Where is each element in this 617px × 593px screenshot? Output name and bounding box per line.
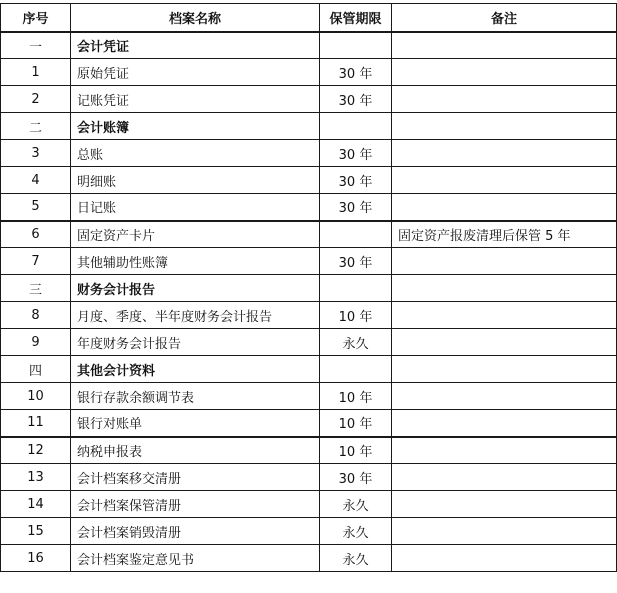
cell-no: 3 [1,140,71,167]
table-row [1,518,617,545]
cell-period: 30 年 [320,248,392,275]
cell-note [392,518,617,545]
cell-period: 10 年 [320,437,392,464]
cell-period: 30 年 [320,194,392,221]
cell-period: 永久 [320,329,392,356]
table-row [1,86,617,113]
cell-note [392,167,617,194]
cell-note [392,140,617,167]
cell-note [392,356,617,383]
cell-note [392,59,617,86]
cell-no: 一 [1,32,71,59]
cell-no: 16 [1,545,71,572]
cell-note [392,383,617,410]
table-section-row [1,356,617,383]
cell-name: 日记账 [71,194,320,221]
cell-period [320,275,392,302]
cell-name: 月度、季度、半年度财务会计报告 [71,302,320,329]
cell-note [392,32,617,59]
table-body [1,32,617,572]
cell-no: 7 [1,248,71,275]
cell-name: 明细账 [71,167,320,194]
cell-name: 会计档案销毁清册 [71,518,320,545]
cell-no: 四 [1,356,71,383]
cell-name: 其他会计资料 [71,356,320,383]
cell-no: 1 [1,59,71,86]
cell-no: 5 [1,194,71,221]
cell-name: 年度财务会计报告 [71,329,320,356]
table-row [1,383,617,410]
cell-name: 会计凭证 [71,32,320,59]
cell-name: 会计档案鉴定意见书 [71,545,320,572]
table-row [1,167,617,194]
cell-name: 其他辅助性账簿 [71,248,320,275]
cell-note [392,329,617,356]
cell-period: 30 年 [320,59,392,86]
table-row [1,302,617,329]
cell-period: 10 年 [320,410,392,437]
cell-name: 记账凭证 [71,86,320,113]
cell-name: 会计档案移交清册 [71,464,320,491]
cell-no: 6 [1,221,71,248]
table-row [1,410,617,437]
table-row [1,194,617,221]
table-row [1,545,617,572]
cell-name: 原始凭证 [71,59,320,86]
cell-name: 会计账簿 [71,113,320,140]
cell-name: 总账 [71,140,320,167]
cell-note [392,194,617,221]
archive-retention-table [0,3,617,572]
table-row [1,491,617,518]
cell-period: 30 年 [320,86,392,113]
cell-name: 会计档案保管清册 [71,491,320,518]
cell-period: 30 年 [320,167,392,194]
cell-no: 4 [1,167,71,194]
cell-note [392,545,617,572]
header-note: 备注 [392,4,617,32]
cell-note [392,437,617,464]
table-row [1,437,617,464]
cell-no: 12 [1,437,71,464]
cell-note [392,113,617,140]
header-period: 保管期限 [320,4,392,32]
table-row [1,59,617,86]
table-section-row [1,275,617,302]
cell-period: 永久 [320,545,392,572]
cell-period: 30 年 [320,464,392,491]
cell-name: 纳税申报表 [71,437,320,464]
cell-no: 15 [1,518,71,545]
cell-period: 永久 [320,518,392,545]
cell-period: 30 年 [320,140,392,167]
cell-period: 10 年 [320,302,392,329]
header-no: 序号 [1,4,71,32]
cell-name: 财务会计报告 [71,275,320,302]
cell-name: 银行对账单 [71,410,320,437]
cell-note [392,275,617,302]
cell-note [392,410,617,437]
cell-note [392,491,617,518]
cell-period [320,221,392,248]
cell-period [320,356,392,383]
table-row [1,221,617,248]
cell-note [392,302,617,329]
table-header-row [1,4,617,32]
cell-name: 固定资产卡片 [71,221,320,248]
cell-no: 14 [1,491,71,518]
cell-no: 13 [1,464,71,491]
cell-no: 二 [1,113,71,140]
table-section-row [1,32,617,59]
table-row [1,140,617,167]
cell-no: 8 [1,302,71,329]
cell-note [392,86,617,113]
cell-period: 永久 [320,491,392,518]
cell-no: 9 [1,329,71,356]
cell-no: 2 [1,86,71,113]
cell-period [320,32,392,59]
cell-note [392,248,617,275]
table-row [1,464,617,491]
cell-period [320,113,392,140]
cell-no: 三 [1,275,71,302]
cell-no: 11 [1,410,71,437]
cell-no: 10 [1,383,71,410]
table-row [1,329,617,356]
table-section-row [1,113,617,140]
cell-note: 固定资产报废清理后保管 5 年 [392,221,617,248]
cell-period: 10 年 [320,383,392,410]
cell-note [392,464,617,491]
table-row [1,248,617,275]
header-name: 档案名称 [71,4,320,32]
cell-name: 银行存款余额调节表 [71,383,320,410]
